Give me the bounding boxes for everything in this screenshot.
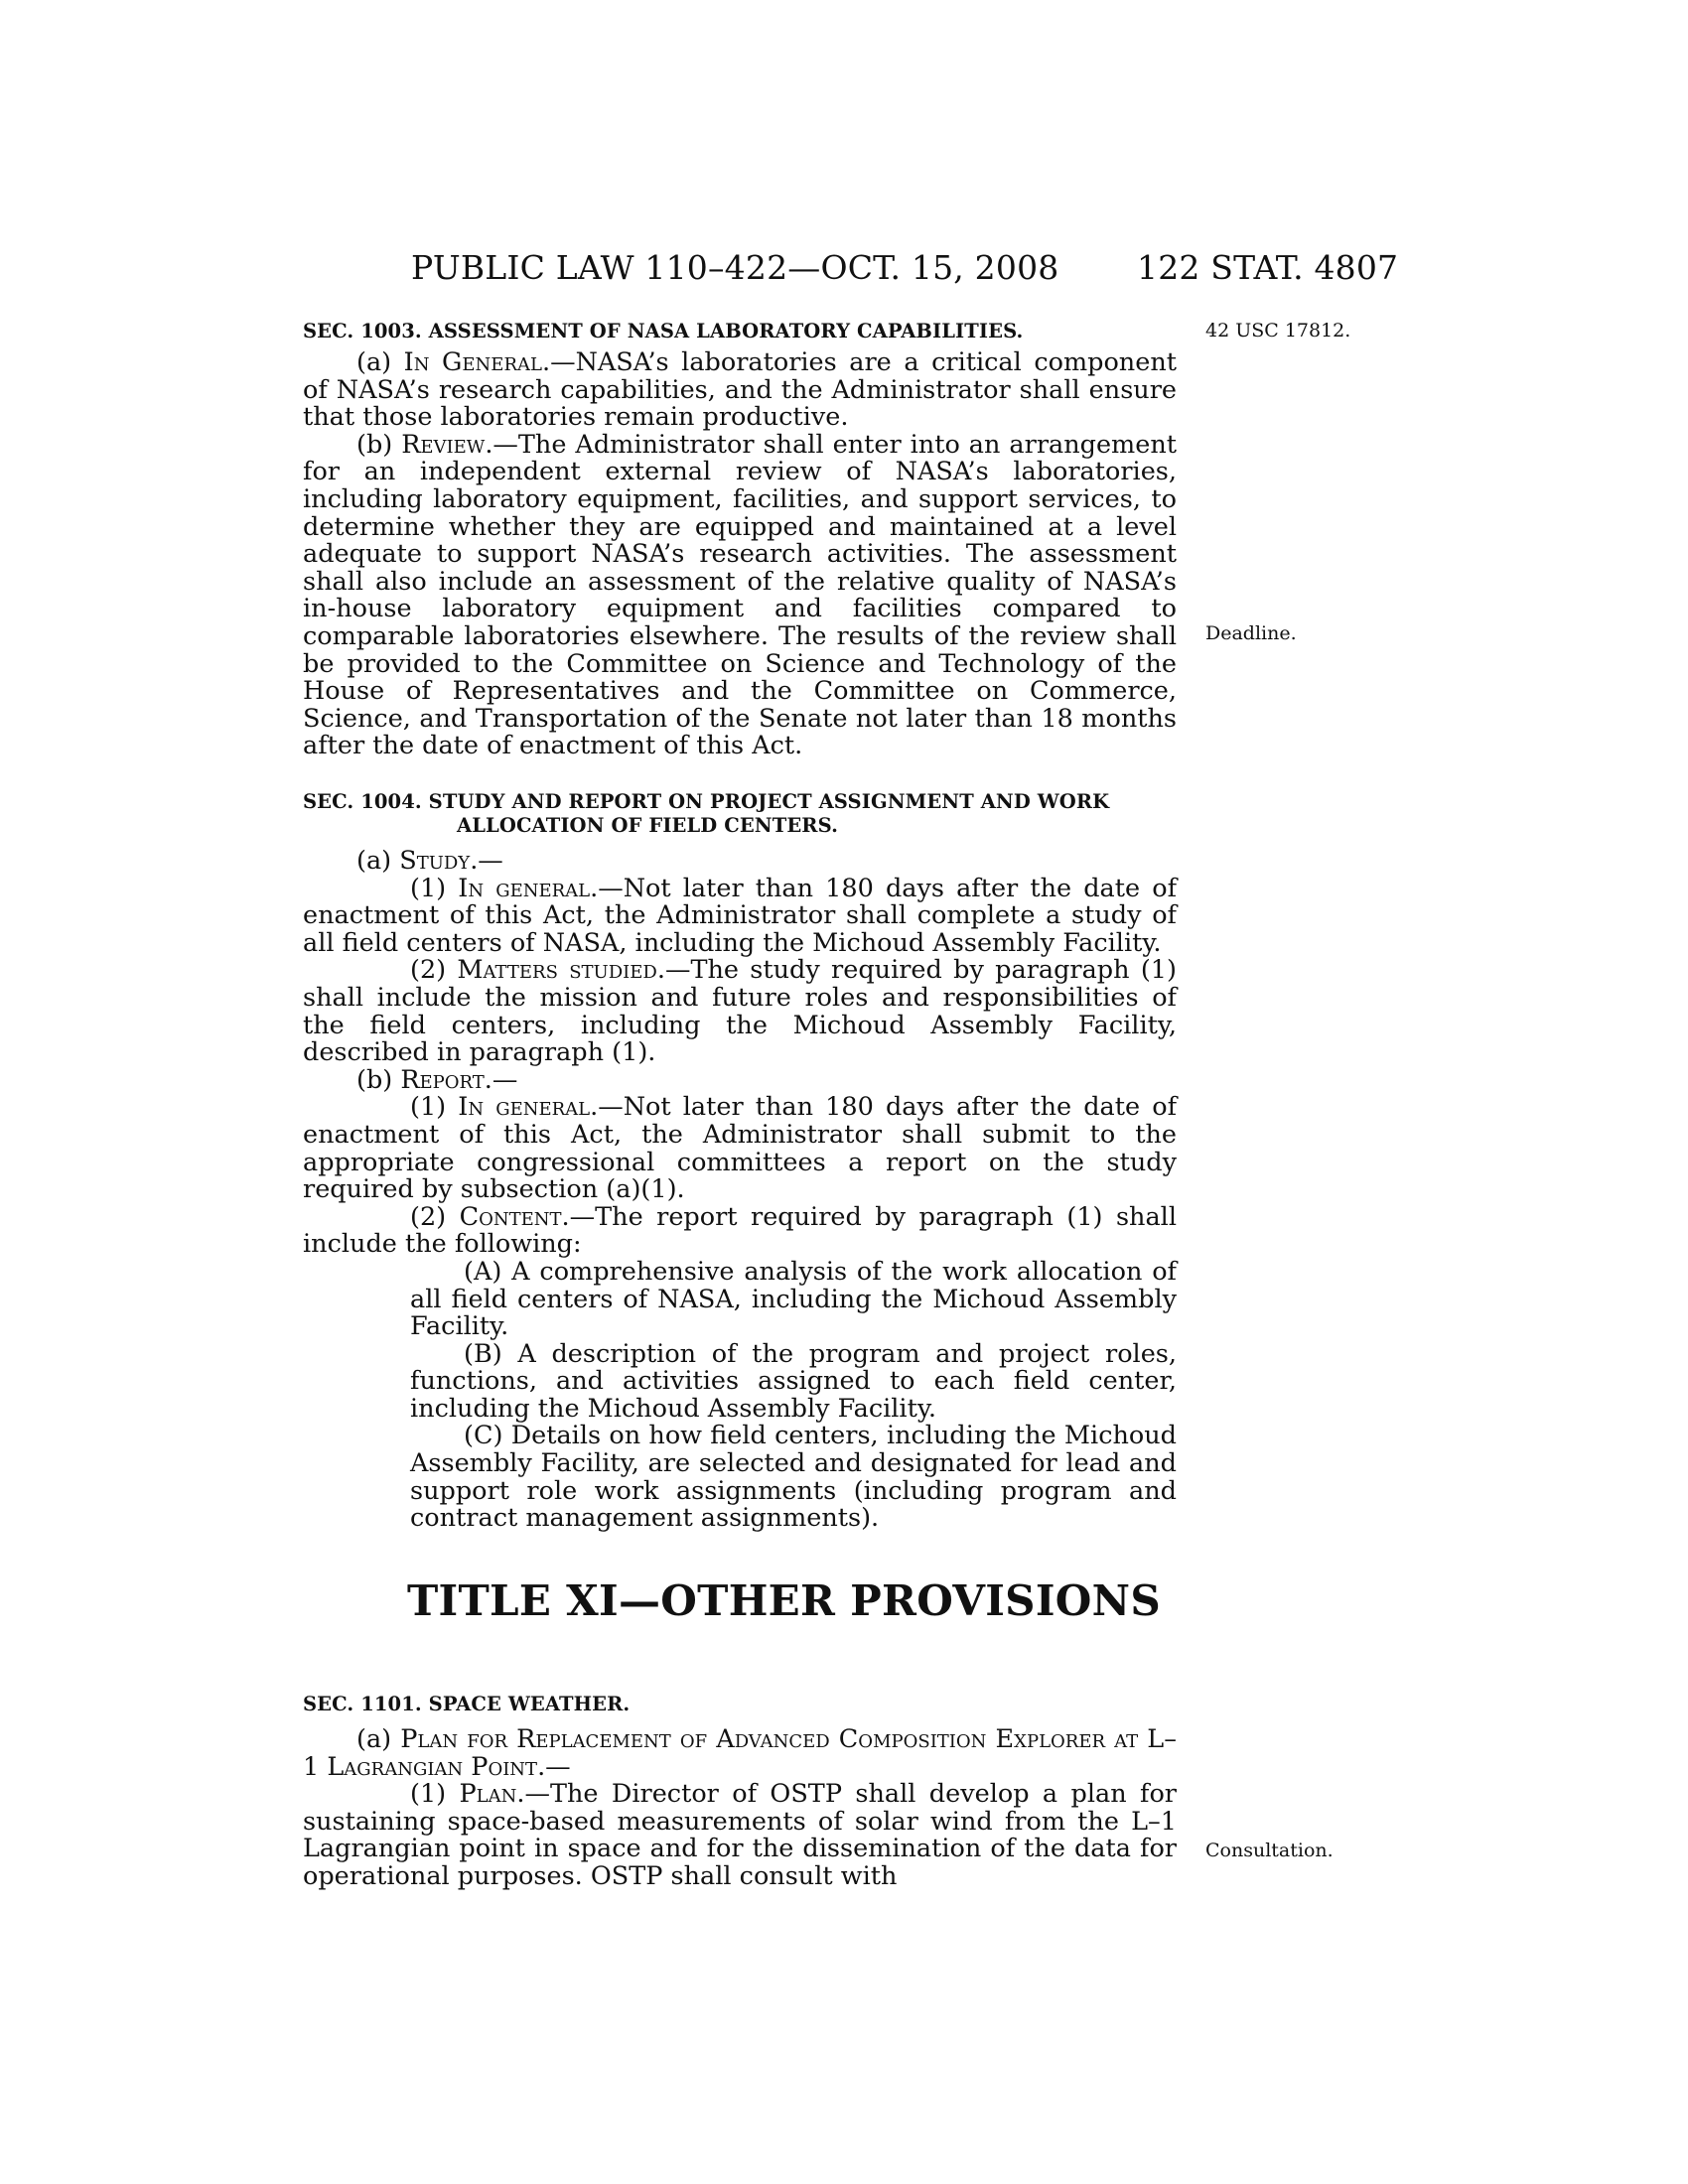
subparagraph-C: (C) Details on how field centers, including the Michoud Assembly Facility, are selected and designated for lead and support role work assignments (including program and contract management assignments). <box>410 1421 1177 1534</box>
body-text: .—Not later than 180 days after the date of enactment of this Act, the Administrator shall complete a study of all field centers of NASA, including the Michoud Assembly Facility. <box>303 873 1178 958</box>
section-1004 <box>303 790 1177 1533</box>
label: (a) <box>356 347 404 377</box>
caption: In general <box>458 1092 591 1123</box>
caption: Plan <box>459 1779 517 1810</box>
subsection-b <box>303 429 1177 761</box>
section-1003 <box>303 320 1177 760</box>
caption: Content <box>459 1201 562 1232</box>
body-text: .—NASA’s laboratories are a critical component of NASA’s research capabilities, and the Administrator shall ensure that those laboratories remain productive. <box>303 347 1177 433</box>
margin-note-consultation: Consultation. <box>1205 1840 1334 1861</box>
section-heading: SEC. 1003. ASSESSMENT OF NASA LABORATORY CAPABILITIES. <box>303 320 1024 342</box>
caption: Matters studied <box>457 955 657 986</box>
running-header-left: PUBLIC LAW 110–422—OCT. 15, 2008 <box>411 248 1059 287</box>
body-text: .—Not later than 180 days after the date of enactment of this Act, the Administrator shall submit to the appropriate congressional committees a report on the study required by subsection (a)(1). <box>303 1092 1178 1205</box>
caption: Report <box>400 1064 485 1095</box>
subparagraph-A: (A) A comprehensive analysis of the work allocation of all field centers of NASA, including the Michoud Assembly Facility. <box>410 1256 1177 1342</box>
caption: Review <box>401 429 486 460</box>
running-header-right: 122 STAT. 4807 <box>1137 248 1399 287</box>
subsection-a <box>303 349 1177 432</box>
label: (2) <box>410 1201 460 1232</box>
subsection-b <box>303 1064 1177 1095</box>
label: (1) <box>410 1779 460 1810</box>
margin-note-deadline: Deadline. <box>1205 622 1297 644</box>
paragraph-b2 <box>303 1201 1177 1260</box>
label: (a) <box>356 846 400 876</box>
subsection-a <box>303 848 1177 876</box>
dash: .— <box>470 846 503 876</box>
label: (1) <box>410 873 459 903</box>
body-text: .—The study required by paragraph (1) shall include the mission and future roles and responsibilities of the field centers, including the Michoud Assembly Facility, described in paragraph (1). <box>303 955 1177 1068</box>
body-text: .—The Administrator shall enter into an arrangement for an independent external review of NASA’s laboratories, including laboratory equipment, facilities, and support services, to determine whether they are equipped and maintained at a level adequate to support NASA’s research activities. The assessment shall also include an assessment of the relative quality of NASA’s in-house laboratory equipment and facilities compared to comparable laboratories elsewhere. The results of the review shall be provided to the Committee on Science and Technology of the House of Representatives and the Committee on Commerce, Science, and Transportation of the Senate not later than 18 months after the date of enactment of this Act. <box>303 429 1177 761</box>
label: (a) <box>356 1724 401 1754</box>
caption: Study <box>399 846 471 876</box>
section-heading: SEC. 1004. STUDY AND REPORT ON PROJECT ASSIGNMENT AND WORK ALLOCATION OF FIELD CENTERS. <box>303 790 1110 837</box>
subsection-a <box>303 1726 1177 1781</box>
dash: .— <box>484 1064 518 1095</box>
section-1101 <box>303 1693 1177 1891</box>
paragraph-a2 <box>303 957 1177 1066</box>
label: (b) <box>356 429 402 460</box>
paragraph-a1 <box>303 873 1178 958</box>
label: (b) <box>356 1064 401 1095</box>
section-heading: SEC. 1101. SPACE WEATHER. <box>303 1693 631 1715</box>
body-text: .—The Director of OSTP shall develop a plan for sustaining space-based measurements of solar wind from the L–1 Lagrangian point in space and for the dissemination of the data for operational purposes. OSTP shall consult with <box>303 1779 1177 1891</box>
body-text: .—The report required by paragraph (1) shall include the following: <box>303 1201 1177 1260</box>
dash: .— <box>537 1751 571 1782</box>
title-heading: TITLE XI—OTHER PROVISIONS <box>407 1576 1161 1625</box>
caption: Plan for Replacement of Advanced Composition Explorer at L–1 Lagrangian Point <box>303 1724 1177 1782</box>
label: (2) <box>410 955 458 986</box>
paragraph-a1 <box>303 1781 1177 1890</box>
subparagraph-B: (B) A description of the program and project roles, functions, and activities assigned to each field center, including the Michoud Assembly Facility. <box>410 1338 1177 1424</box>
caption: In General <box>403 347 542 377</box>
margin-note-usc: 42 USC 17812. <box>1205 320 1351 341</box>
caption: In general <box>458 873 591 903</box>
paragraph-b1 <box>303 1094 1177 1203</box>
label: (1) <box>410 1092 459 1123</box>
